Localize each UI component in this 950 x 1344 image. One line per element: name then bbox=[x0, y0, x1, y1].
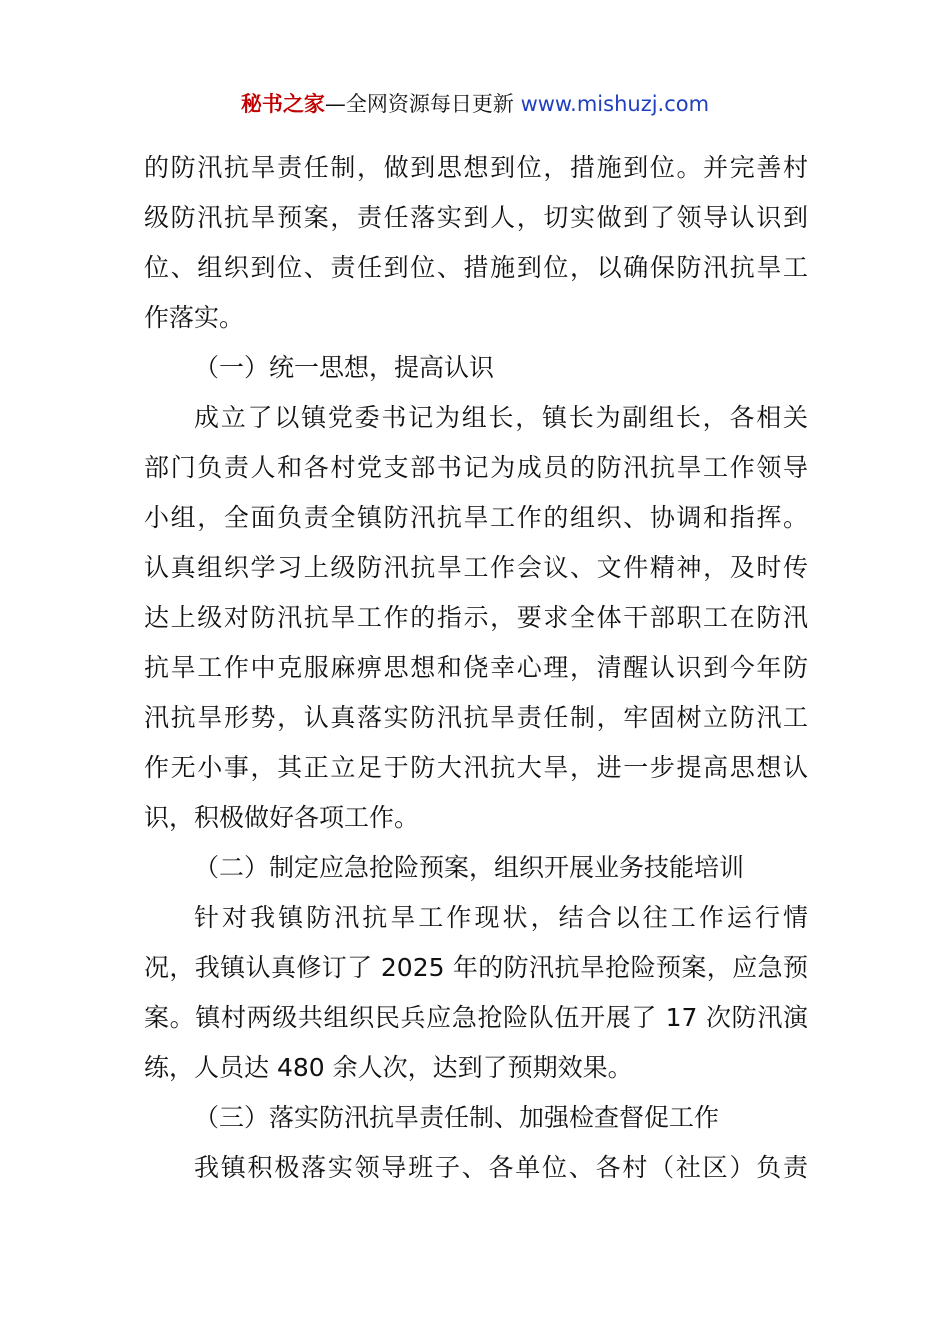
site-url[interactable]: www.mishuzj.com bbox=[520, 92, 710, 116]
site-brand: 秘书之家 bbox=[240, 92, 325, 116]
body-line: 抗旱工作中克服麻痹思想和侥幸心理，清醒认识到今年防 bbox=[144, 653, 808, 682]
section-heading: （一）统一思想，提高认识 bbox=[194, 353, 495, 382]
body-line: 部门负责人和各村党支部书记为成员的防汛抗旱工作领导 bbox=[144, 453, 808, 482]
section-heading: （二）制定应急抢险预案，组织开展业务技能培训 bbox=[194, 853, 745, 882]
site-tagline: —全网资源每日更新 bbox=[324, 92, 521, 116]
body-line: 达上级对防汛抗旱工作的指示，要求全体干部职工在防汛 bbox=[144, 603, 808, 632]
paragraph-start-line: 成立了以镇党委书记为组长，镇长为副组长，各相关 bbox=[194, 403, 808, 432]
body-line: 小组，全面负责全镇防汛抗旱工作的组织、协调和指挥。 bbox=[144, 503, 808, 532]
document-body bbox=[144, 148, 808, 1198]
site-header bbox=[0, 88, 950, 120]
body-line: 练，人员达 480 余人次，达到了预期效果。 bbox=[144, 1053, 633, 1082]
body-line: 作无小事，其正立足于防大汛抗大旱，进一步提高思想认 bbox=[144, 753, 808, 782]
body-line: 的防汛抗旱责任制，做到思想到位，措施到位。并完善村 bbox=[144, 153, 808, 182]
body-line: 位、组织到位、责任到位、措施到位，以确保防汛抗旱工 bbox=[144, 253, 808, 282]
body-line: 汛抗旱形势，认真落实防汛抗旱责任制，牢固树立防汛工 bbox=[144, 703, 808, 732]
body-line: 作落实。 bbox=[144, 303, 245, 332]
body-line: 识，积极做好各项工作。 bbox=[144, 803, 420, 832]
paragraph-start-line: 我镇积极落实领导班子、各单位、各村（社区）负责 bbox=[194, 1153, 808, 1182]
body-line: 况，我镇认真修订了 2025 年的防汛抗旱抢险预案，应急预 bbox=[144, 953, 808, 982]
body-line: 案。镇村两级共组织民兵应急抢险队伍开展了 17 次防汛演 bbox=[144, 1003, 808, 1032]
body-line: 级防汛抗旱预案，责任落实到人，切实做到了领导认识到 bbox=[144, 203, 808, 232]
paragraph-start-line: 针对我镇防汛抗旱工作现状，结合以往工作运行情 bbox=[194, 903, 808, 932]
body-line: 认真组织学习上级防汛抗旱工作会议、文件精神，及时传 bbox=[144, 553, 808, 582]
section-heading: （三）落实防汛抗旱责任制、加强检查督促工作 bbox=[194, 1103, 720, 1132]
